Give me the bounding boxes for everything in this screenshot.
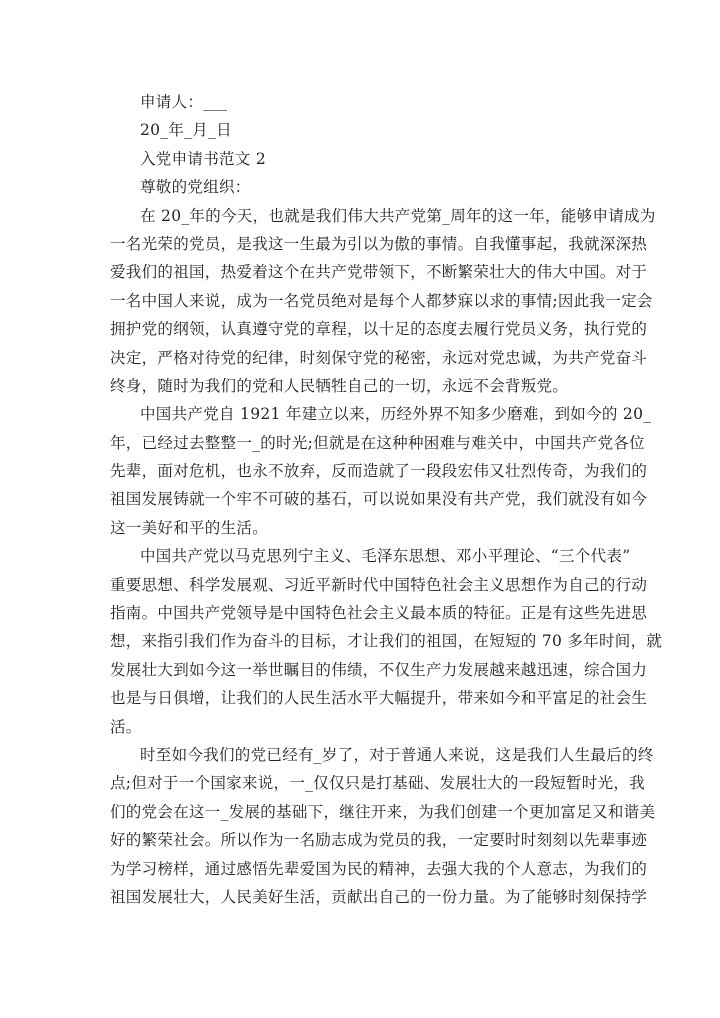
paragraph-line: 先辈，面对危机，也永不放弃，反而造就了一段段宏伟又壮烈传奇，为我们的 (110, 462, 648, 481)
paragraph-line: 重要思想、科学发展观、习近平新时代中国特色社会主义思想作为自己的行动 (110, 575, 648, 594)
paragraph-line: 想，来指引我们作为奋斗的目标，才让我们的祖国，在短短的 70 多年时间，就 (110, 632, 663, 651)
paragraph-line: 决定，严格对待党的纪律，时刻保守党的秘密，永远对党忠诚，为共产党奋斗 (110, 348, 648, 367)
paragraph-line: 一名光荣的党员，是我这一生最为引以为傲的事情。自我懂事起，我就深深热 (110, 234, 648, 253)
paragraph-line: 拥护党的纲领，认真遵守党的章程，以十足的态度去履行党员义务，执行党的 (110, 320, 648, 339)
paragraph-line: 也是与日俱增，让我们的人民生活水平大幅提升，带来如今和平富足的社会生 (110, 689, 648, 708)
paragraph-line: 们的党会在这一_发展的基础下，继往开来，为我们创建一个更加富足又和谐美 (110, 802, 656, 821)
paragraph-line: 在 20_年的今天，也就是我们伟大共产党第_周年的这一年，能够申请成为 (140, 206, 656, 225)
paragraph-line: 这一美好和平的生活。 (110, 518, 269, 537)
paragraph-line: 发展壮大到如今这一举世瞩目的伟绩，不仅生产力发展越来越迅速，综合国力 (110, 660, 648, 679)
document-page (110, 88, 663, 911)
paragraph-line: 好的繁荣社会。所以作为一名励志成为党员的我，一定要时时刻刻以先辈事迹 (110, 831, 648, 850)
header-line: 20_年_月_日 (140, 121, 232, 140)
paragraph-line: 爱我们的祖国，热爱着这个在共产党带领下，不断繁荣壮大的伟大中国。对于 (110, 263, 648, 282)
paragraph-line: 活。 (110, 717, 142, 736)
paragraph (110, 542, 663, 741)
paragraph-line: 祖国发展壮大，人民美好生活，贡献出自己的一份力量。为了能够时刻保持学 (110, 887, 648, 906)
paragraph-line: 祖国发展铸就一个牢不可破的基石，可以说如果没有共产党，我们就没有如今 (110, 490, 648, 509)
paragraph-line: 时至如今我们的党已经有_岁了，对于普通人来说，这是我们人生最后的终 (140, 745, 654, 764)
paragraph (110, 400, 652, 542)
paragraph-line: 指南。中国共产党领导是中国特色社会主义最本质的特征。正是有这些先进思 (110, 604, 648, 623)
paragraph-line: 为学习榜样，通过感悟先辈爱国为民的精神，去强大我的个人意志，为我们的 (110, 859, 648, 878)
paragraph-line: 中国共产党以马克思列宁主义、毛泽东思想、邓小平理论、“三个代表” (140, 547, 631, 566)
header-line: 尊敬的党组织： (140, 178, 251, 197)
paragraph-line: 一名中国人来说，成为一名党员绝对是每个人都梦寐以求的事情;因此我一定会 (110, 291, 653, 310)
paragraph-line: 终身，随时为我们的党和人民牺牲自己的一切，永远不会背叛党。 (110, 376, 569, 395)
paragraph-line: 年，已经过去整整一_的时光;但就是在这种种困难与难关中，中国共产党各位 (110, 433, 645, 452)
paragraph (110, 741, 656, 911)
header-line: 入党申请书范文 2 (140, 149, 266, 168)
paragraph-line: 点;但对于一个国家来说，一_仅仅只是打基础、发展壮大的一段短暂时光，我 (110, 774, 645, 793)
paragraph-line: 中国共产党自 1921 年建立以来，历经外界不知多少磨难，到如今的 20_ (140, 405, 652, 424)
paragraph (110, 202, 656, 401)
header-line: 申请人：___ (140, 93, 228, 111)
